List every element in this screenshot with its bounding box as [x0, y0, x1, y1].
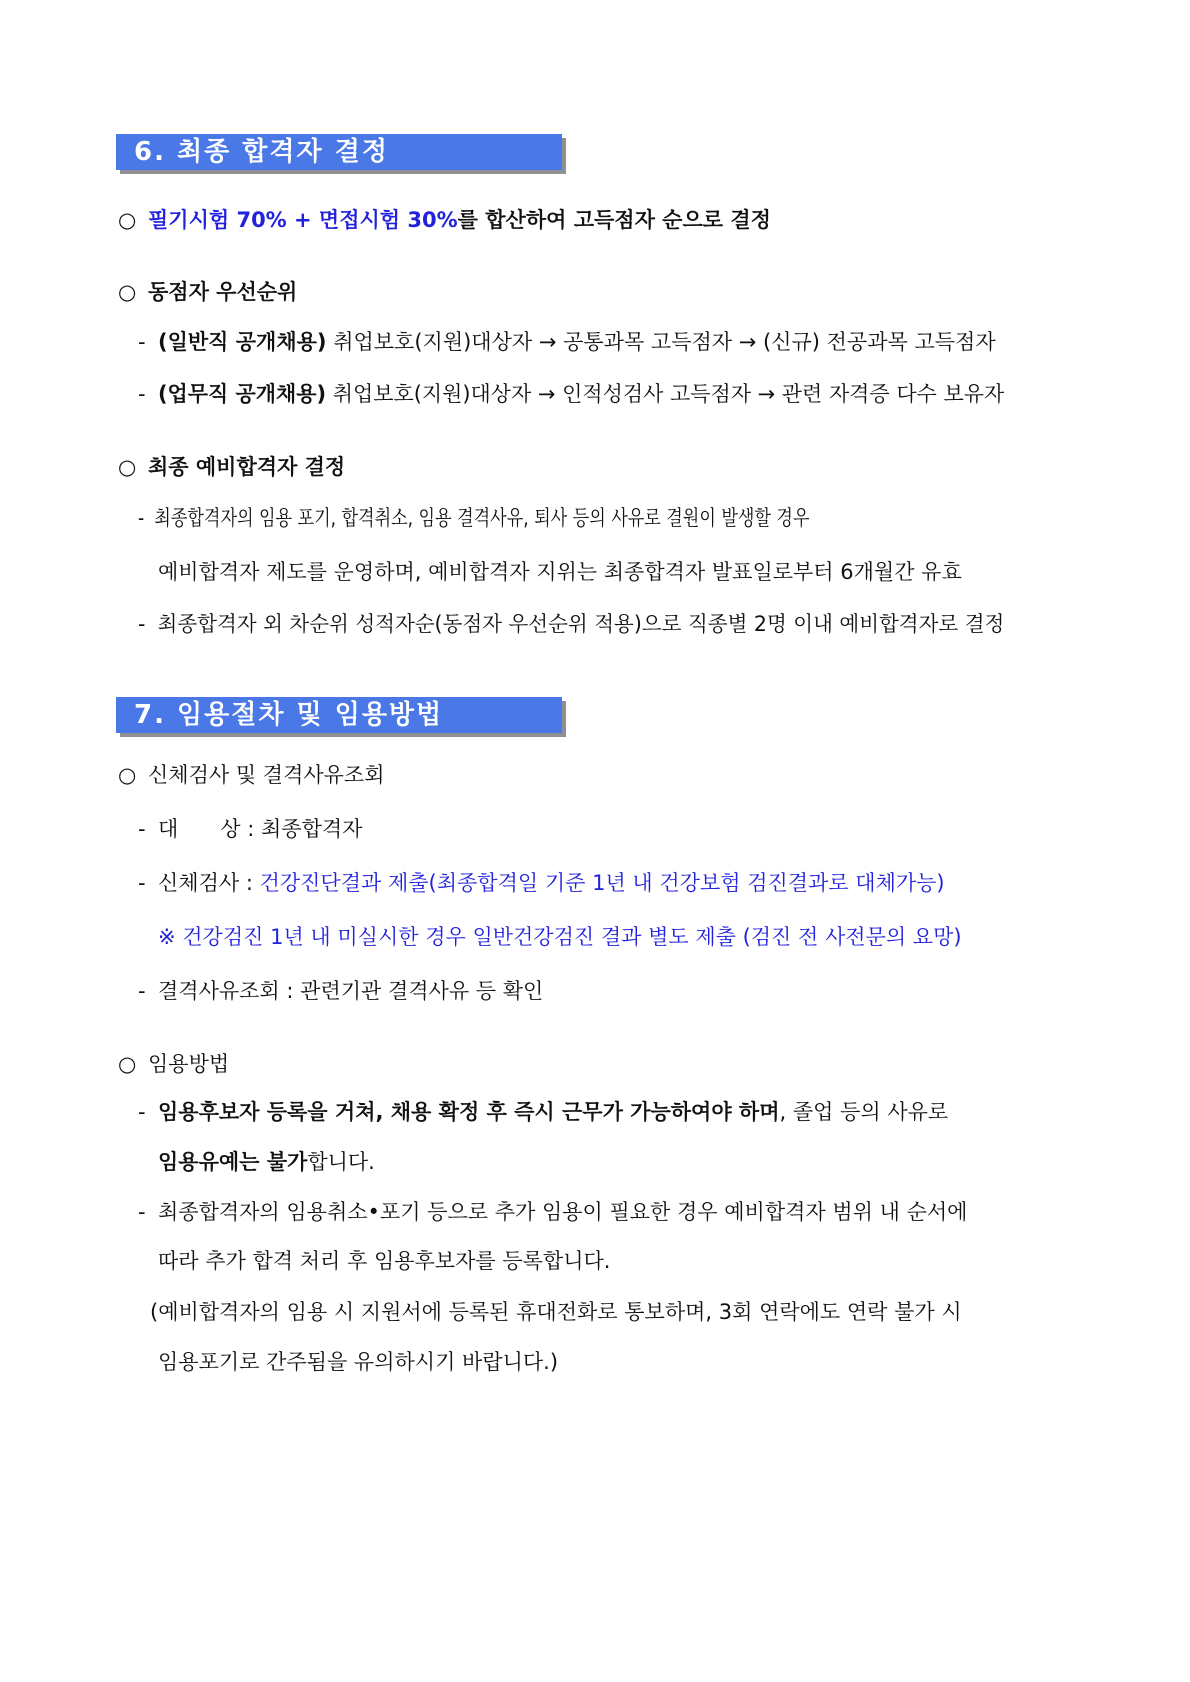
tie-general [138, 327, 996, 357]
reserve-title [118, 452, 345, 482]
dash-marker: - [138, 506, 145, 530]
method-line-1 [138, 1097, 948, 1127]
reserve-title-text: 최종 예비합격자 결정 [148, 455, 346, 479]
tie-office-label: (업무직 공개채용) [157, 382, 327, 406]
bullet-marker: ○ [118, 1052, 137, 1076]
exam-disq-label: 결격사유조회 : [158, 979, 301, 1003]
method-line-2-bold: 임용유예는 불가 [158, 1150, 308, 1174]
dash-marker: - [138, 817, 146, 841]
method-line-4: 따라 추가 합격 처리 후 임용후보자를 등록합니다. [158, 1249, 611, 1273]
reserve-line-2: 예비합격자 제도를 운영하며, 예비합격자 지위는 최종합격자 발표일로부터 6개월간 유효 [158, 560, 962, 584]
exam-disq-value: 관련기관 결격사유 등 확인 [300, 979, 544, 1003]
exam-disq [138, 976, 543, 1006]
tie-general-label: (일반직 공개채용) [158, 330, 327, 354]
method-line-6: 임용포기로 간주됨을 유의하시기 바랍니다.) [158, 1350, 559, 1374]
section-7-header: 7. 임용절차 및 임용방법 [116, 697, 562, 733]
tie-general-text: 취업보호(지원)대상자 → 공통과목 고득점자 → (신규) 전공과목 고득점자 [326, 330, 996, 354]
exam-title [118, 760, 385, 790]
method-line-2-text: 합니다. [307, 1150, 375, 1174]
exam-physical [138, 868, 945, 898]
method-line-1-text: , 졸업 등의 사유로 [779, 1100, 949, 1124]
reserve-line-1-text: 최종합격자의 임용 포기, 합격취소, 임용 결격사유, 퇴사 등의 사유로 결원이 발생할 경우 [154, 506, 810, 530]
method-line-3 [138, 1197, 967, 1227]
section-6-header: 6. 최종 합격자 결정 [116, 134, 562, 170]
dash-marker: - [138, 612, 146, 636]
dash-marker: - [138, 1200, 146, 1224]
method-line-3-text: 최종합격자의 임용취소•포기 등으로 추가 임용이 필요한 경우 예비합격자 범위 내 순서에 [158, 1200, 968, 1224]
decision-text: 를 합산하여 고득점자 순으로 결정 [457, 208, 771, 232]
method-title-text: 임용방법 [148, 1052, 230, 1076]
bullet-marker: ○ [118, 280, 137, 304]
bullet-marker: ○ [118, 763, 137, 787]
exam-target [138, 814, 362, 844]
tie-title [118, 277, 297, 307]
dash-marker: - [138, 1100, 146, 1124]
dash-marker: - [138, 382, 146, 406]
exam-note: ※ 건강검진 1년 내 미실시한 경우 일반건강검진 결과 별도 제출 (검진 전 사전문의 요망) [158, 925, 962, 949]
exam-target-value: 최종합격자 [261, 817, 363, 841]
method-title [118, 1049, 229, 1079]
reserve-line-1 [138, 503, 1004, 533]
method-line-5: (예비합격자의 임용 시 지원서에 등록된 휴대전화로 통보하며, 3회 연락에도 연락 불가 시 [150, 1300, 962, 1324]
dash-marker: - [138, 330, 146, 354]
decision-ratio: 필기시험 70% + 면접시험 30% [148, 208, 458, 232]
exam-physical-label: 신체검사 : [158, 871, 260, 895]
reserve-line-3-text: 최종합격자 외 차순위 성적자순(동점자 우선순위 적용)으로 직종별 2명 이내 예비합격자로 결정 [157, 612, 1005, 636]
reserve-line-3 [138, 609, 1004, 639]
exam-physical-value: 건강진단결과 제출(최종합격일 기준 1년 내 건강보험 검진결과로 대체가능) [259, 871, 945, 895]
dash-marker: - [138, 871, 146, 895]
tie-title-text: 동점자 우선순위 [148, 280, 298, 304]
dash-marker: - [138, 979, 146, 1003]
method-line-2 [158, 1147, 375, 1177]
method-line-1-bold: 임용후보자 등록을 거쳐, 채용 확정 후 즉시 근무가 가능하여야 하며 [158, 1100, 780, 1124]
tie-office [138, 379, 1004, 409]
tie-office-text: 취업보호(지원)대상자 → 인적성검사 고득점자 → 관련 자격증 다수 보유자 [326, 382, 1005, 406]
exam-title-text: 신체검사 및 결격사유조회 [148, 763, 385, 787]
decision-line [118, 205, 771, 235]
bullet-marker: ○ [118, 208, 137, 232]
exam-target-label: 대 상 : [158, 817, 261, 841]
bullet-marker: ○ [118, 455, 137, 479]
